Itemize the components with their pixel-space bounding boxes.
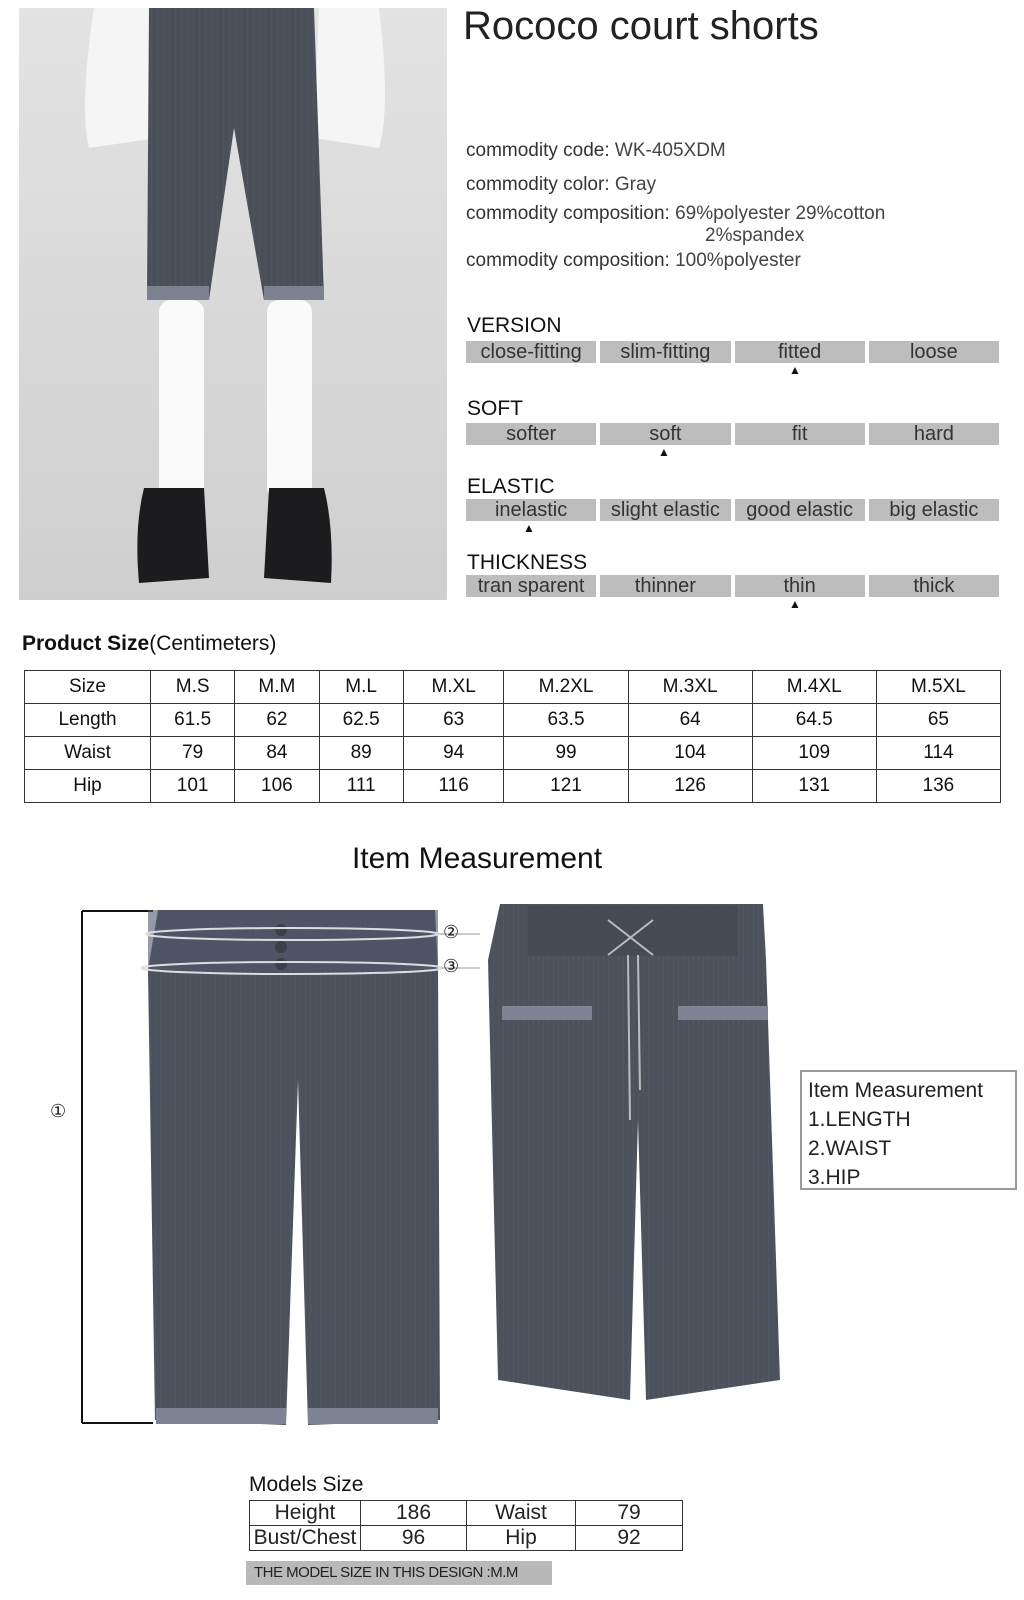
attr-option: big elastic [869, 499, 999, 521]
attr-option: thin [735, 575, 865, 597]
models-size-title: Models Size [249, 1473, 364, 1496]
spec-label: commodity color: [466, 174, 610, 195]
table-header-cell: M.3XL [628, 671, 752, 704]
table-cell: 94 [403, 737, 504, 770]
table-cell: 116 [403, 770, 504, 803]
table-header-cell: M.4XL [752, 671, 876, 704]
marker-hip: ③ [443, 956, 460, 976]
table-cell: Bust/Chest [250, 1526, 361, 1551]
table-cell: Waist [25, 737, 151, 770]
table-cell: 92 [576, 1526, 683, 1551]
selected-marker-icon: ▲ [658, 445, 670, 459]
table-cell: 136 [876, 770, 1000, 803]
spec-value: Gray [614, 174, 657, 195]
table-header-cell: M.XL [403, 671, 504, 704]
attr-option: thick [869, 575, 999, 597]
attr-title-elastic: ELASTIC [467, 475, 555, 498]
table-cell: 109 [752, 737, 876, 770]
legend-item: 2.WAIST [808, 1137, 892, 1160]
model-size-note: THE MODEL SIZE IN THIS DESIGN :M.M [246, 1561, 552, 1585]
table-cell: Hip [467, 1526, 576, 1551]
table-cell: 63.5 [504, 704, 628, 737]
attr-scale-soft [466, 423, 999, 445]
table-header-cell: M.S [151, 671, 235, 704]
table-cell: 131 [752, 770, 876, 803]
spec-label: commodity composition: [466, 203, 670, 224]
table-cell: 84 [235, 737, 319, 770]
table-cell: 101 [151, 770, 235, 803]
model-photo-illustration [19, 8, 447, 600]
table-cell: 63 [403, 704, 504, 737]
spec-label: commodity code: [466, 140, 610, 161]
attr-scale-thickness [466, 575, 999, 597]
legend-item: 3.HIP [808, 1166, 861, 1189]
attr-option: fitted [735, 341, 865, 363]
table-header-cell: M.M [235, 671, 319, 704]
attr-option: softer [466, 423, 596, 445]
spec-value: 69%polyester 29%cotton [675, 203, 886, 224]
table-cell: 111 [319, 770, 403, 803]
table-header-cell: M.5XL [876, 671, 1000, 704]
table-header-cell: Size [25, 671, 151, 704]
table-cell: 79 [576, 1501, 683, 1526]
marker-length: ① [50, 1101, 67, 1121]
selected-marker-icon: ▲ [523, 521, 535, 535]
product-size-unit: (Centimeters) [149, 632, 277, 655]
table-cell: Hip [25, 770, 151, 803]
spec-composition-2 [466, 250, 801, 272]
spec-composition-cont [705, 225, 804, 247]
table-cell: Height [250, 1501, 361, 1526]
product-size-title [22, 632, 276, 656]
attr-option: close-fitting [466, 341, 596, 363]
table-cell: Waist [467, 1501, 576, 1526]
attr-scale-elastic [466, 499, 999, 521]
product-title: Rococo court shorts [463, 4, 819, 48]
attr-option: soft [600, 423, 730, 445]
table-cell: 89 [319, 737, 403, 770]
table-header-cell: M.2XL [504, 671, 628, 704]
attr-option: tran sparent [466, 575, 596, 597]
table-row [25, 671, 1001, 704]
table-row [250, 1526, 683, 1551]
marker-waist: ② [443, 922, 460, 942]
table-cell: 104 [628, 737, 752, 770]
spec-color [466, 174, 656, 196]
table-cell: 96 [361, 1526, 467, 1551]
models-size-table [249, 1500, 683, 1551]
shorts-front-diagram [60, 900, 480, 1440]
table-cell: 106 [235, 770, 319, 803]
attr-option: thinner [600, 575, 730, 597]
attr-option: slim-fitting [600, 341, 730, 363]
legend-item: 1.LENGTH [808, 1108, 911, 1131]
shorts-back-diagram [488, 900, 788, 1440]
spec-code [466, 140, 726, 162]
attr-option: good elastic [735, 499, 865, 521]
selected-marker-icon: ▲ [789, 363, 801, 377]
spec-value: 100%polyester [675, 250, 801, 271]
table-row [25, 770, 1001, 803]
product-photo [19, 8, 447, 600]
attr-option: fit [735, 423, 865, 445]
legend-title: Item Measurement [808, 1079, 984, 1102]
table-cell: 114 [876, 737, 1000, 770]
table-row [25, 737, 1001, 770]
attr-option: slight elastic [600, 499, 730, 521]
attr-title-soft: SOFT [467, 397, 523, 420]
spec-value: 2%spandex [705, 225, 805, 246]
table-cell: 79 [151, 737, 235, 770]
attr-option: inelastic [466, 499, 596, 521]
table-cell: 126 [628, 770, 752, 803]
table-cell: 99 [504, 737, 628, 770]
table-cell: 61.5 [151, 704, 235, 737]
spec-label: commodity composition: [466, 250, 670, 271]
table-cell: 64 [628, 704, 752, 737]
spec-value: WK-405XDM [614, 140, 726, 161]
attr-scale-version [466, 341, 999, 363]
measurement-legend [800, 1070, 1017, 1190]
attr-title-thickness: THICKNESS [467, 551, 588, 574]
table-cell: 186 [361, 1501, 467, 1526]
table-cell: 62.5 [319, 704, 403, 737]
table-header-cell: M.L [319, 671, 403, 704]
table-cell: Length [25, 704, 151, 737]
spec-composition [466, 203, 885, 225]
item-measurement-title: Item Measurement [351, 842, 603, 875]
table-cell: 121 [504, 770, 628, 803]
product-size-heading: Product Size [22, 632, 150, 655]
table-row [25, 704, 1001, 737]
attr-option: loose [869, 341, 999, 363]
table-row [250, 1501, 683, 1526]
table-cell: 62 [235, 704, 319, 737]
attr-title-version: VERSION [467, 314, 562, 337]
table-cell: 64.5 [752, 704, 876, 737]
selected-marker-icon: ▲ [789, 597, 801, 611]
table-cell: 65 [876, 704, 1000, 737]
size-table [24, 670, 1001, 803]
attr-option: hard [869, 423, 999, 445]
